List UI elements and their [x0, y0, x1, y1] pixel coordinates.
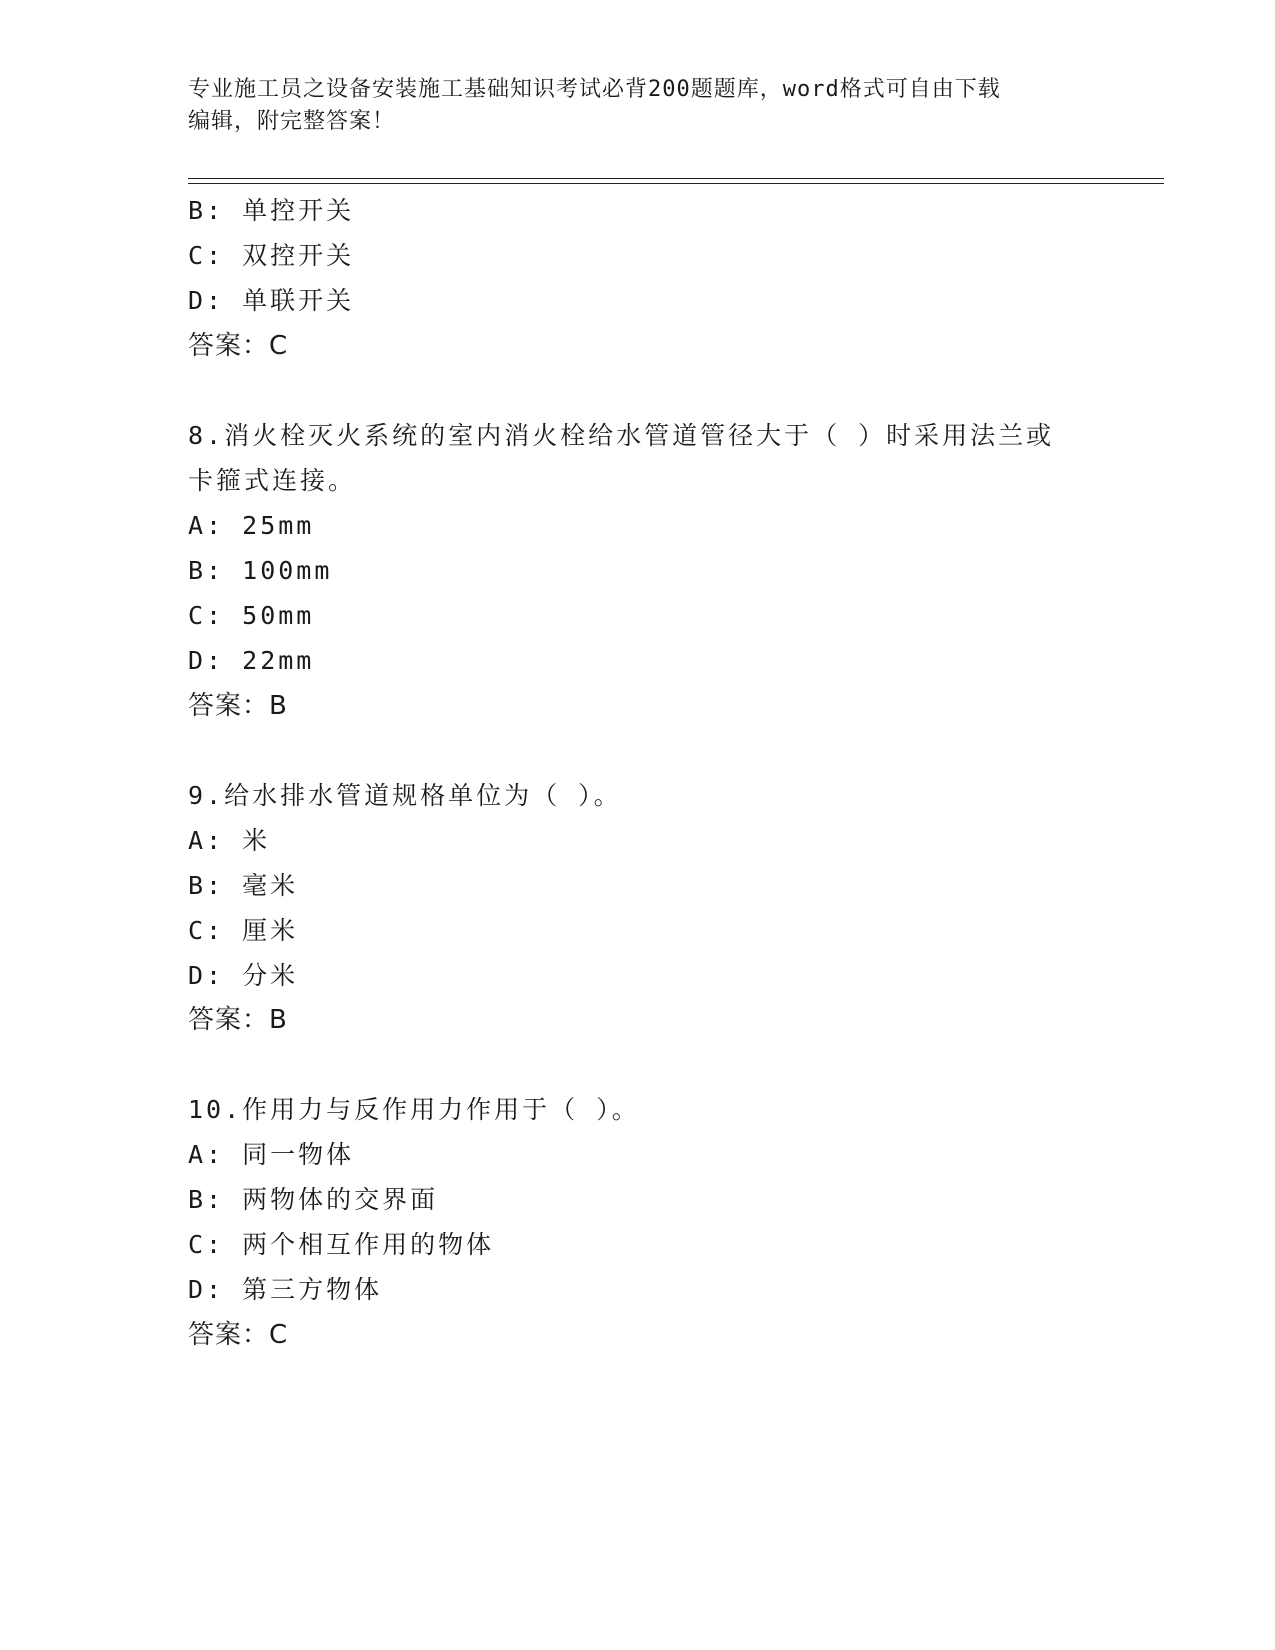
q9-option-b: B: 毫米: [188, 871, 299, 900]
q10-option-c: C: 两个相互作用的物体: [188, 1230, 495, 1259]
q10-option-b: B: 两物体的交界面: [188, 1185, 439, 1214]
q9-option-c: C: 厘米: [188, 916, 299, 945]
q7-option-d: D: 单联开关: [188, 286, 355, 315]
q8-option-b: B: 100mm: [188, 556, 333, 585]
header-title-line-1: 专业施工员之设备安装施工基础知识考试必背200题题库，word格式可自由下载: [188, 77, 1001, 102]
q9-stem: 9.给水排水管道规格单位为（ ）。: [188, 781, 622, 810]
q10-answer: 答案：C: [188, 1320, 289, 1350]
q7-option-c: C: 双控开关: [188, 241, 355, 270]
q7-answer: 答案：C: [188, 331, 289, 361]
q8-stem-line-2: 卡箍式连接。: [188, 466, 357, 495]
q9-answer: 答案：B: [188, 1005, 288, 1035]
header-divider-top: [188, 178, 1164, 179]
q10-stem: 10.作用力与反作用力作用于（ ）。: [188, 1095, 640, 1124]
q8-stem-line-1: 8.消火栓灭火系统的室内消火栓给水管道管径大于（ ）时采用法兰或: [188, 421, 1055, 450]
q8-answer: 答案：B: [188, 691, 288, 721]
q8-option-c: C: 50mm: [188, 601, 315, 630]
q9-option-d: D: 分米: [188, 961, 299, 990]
q10-option-a: A: 同一物体: [188, 1140, 355, 1169]
q9-option-a: A: 米: [188, 826, 271, 855]
document-header: [188, 74, 1068, 138]
q7-option-b: B: 单控开关: [188, 196, 355, 225]
q8-option-d: D: 22mm: [188, 646, 315, 675]
header-divider-bottom: [188, 183, 1164, 184]
header-title-line-2: 编辑，附完整答案！: [188, 109, 396, 134]
q8-option-a: A: 25mm: [188, 511, 315, 540]
q10-option-d: D: 第三方物体: [188, 1275, 383, 1304]
